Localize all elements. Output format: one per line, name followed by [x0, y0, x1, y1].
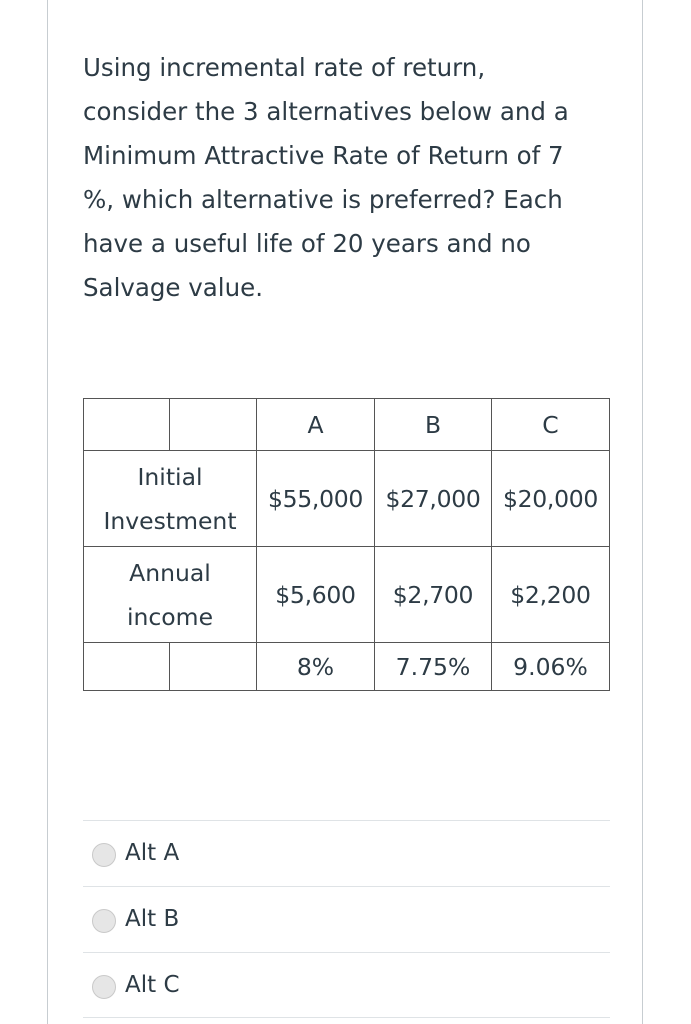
- question-line: Using incremental rate of return,: [83, 53, 486, 82]
- question-text: [83, 46, 603, 310]
- answer-option-alt-c[interactable]: [83, 952, 610, 1018]
- answer-label[interactable]: Alt C: [125, 972, 180, 998]
- annual-income-a: $5,600: [257, 547, 375, 643]
- answer-option-alt-a[interactable]: [83, 820, 610, 886]
- row-label-initial-investment: [84, 451, 257, 547]
- question-line: %, which alternative is preferred? Each: [83, 185, 563, 214]
- table-row-rate-of-return: [84, 643, 610, 691]
- rate-of-return-c: 9.06%: [492, 643, 610, 691]
- answer-label[interactable]: Alt A: [125, 840, 180, 866]
- table-row-initial-investment: [84, 451, 610, 547]
- question-line: Minimum Attractive Rate of Return of 7: [83, 141, 564, 170]
- rate-of-return-a: 8%: [257, 643, 375, 691]
- row-label-line: Investment: [103, 506, 237, 535]
- rate-of-return-b: 7.75%: [375, 643, 492, 691]
- table-cell-empty: [84, 643, 170, 691]
- initial-investment-c: $20,000: [492, 451, 610, 547]
- row-label-line: income: [126, 602, 214, 631]
- question-line: Salvage value.: [83, 273, 264, 302]
- table-header-row: [84, 399, 610, 451]
- table-row-annual-income: [84, 547, 610, 643]
- question-line: have a useful life of 20 years and no: [83, 229, 531, 258]
- radio-button-alt-a[interactable]: [92, 843, 116, 867]
- question-line: consider the 3 alternatives below and a: [83, 97, 569, 126]
- radio-button-alt-c[interactable]: [92, 975, 116, 999]
- table-cell-empty: [170, 399, 257, 451]
- initial-investment-b: $27,000: [375, 451, 492, 547]
- alternatives-table: [83, 398, 610, 691]
- row-label-annual-income: [84, 547, 257, 643]
- initial-investment-a: $55,000: [257, 451, 375, 547]
- annual-income-b: $2,700: [375, 547, 492, 643]
- answer-option-alt-b[interactable]: [83, 886, 610, 952]
- answer-label[interactable]: Alt B: [125, 906, 180, 932]
- header-alt-c: C: [492, 399, 610, 451]
- header-alt-a: A: [257, 399, 375, 451]
- answer-options: [83, 820, 610, 1018]
- row-label-line: Initial: [137, 462, 203, 491]
- row-label-line: Annual: [129, 558, 211, 587]
- header-alt-b: B: [375, 399, 492, 451]
- radio-button-alt-b[interactable]: [92, 909, 116, 933]
- annual-income-c: $2,200: [492, 547, 610, 643]
- table-cell-empty: [84, 399, 170, 451]
- table-cell-empty: [170, 643, 257, 691]
